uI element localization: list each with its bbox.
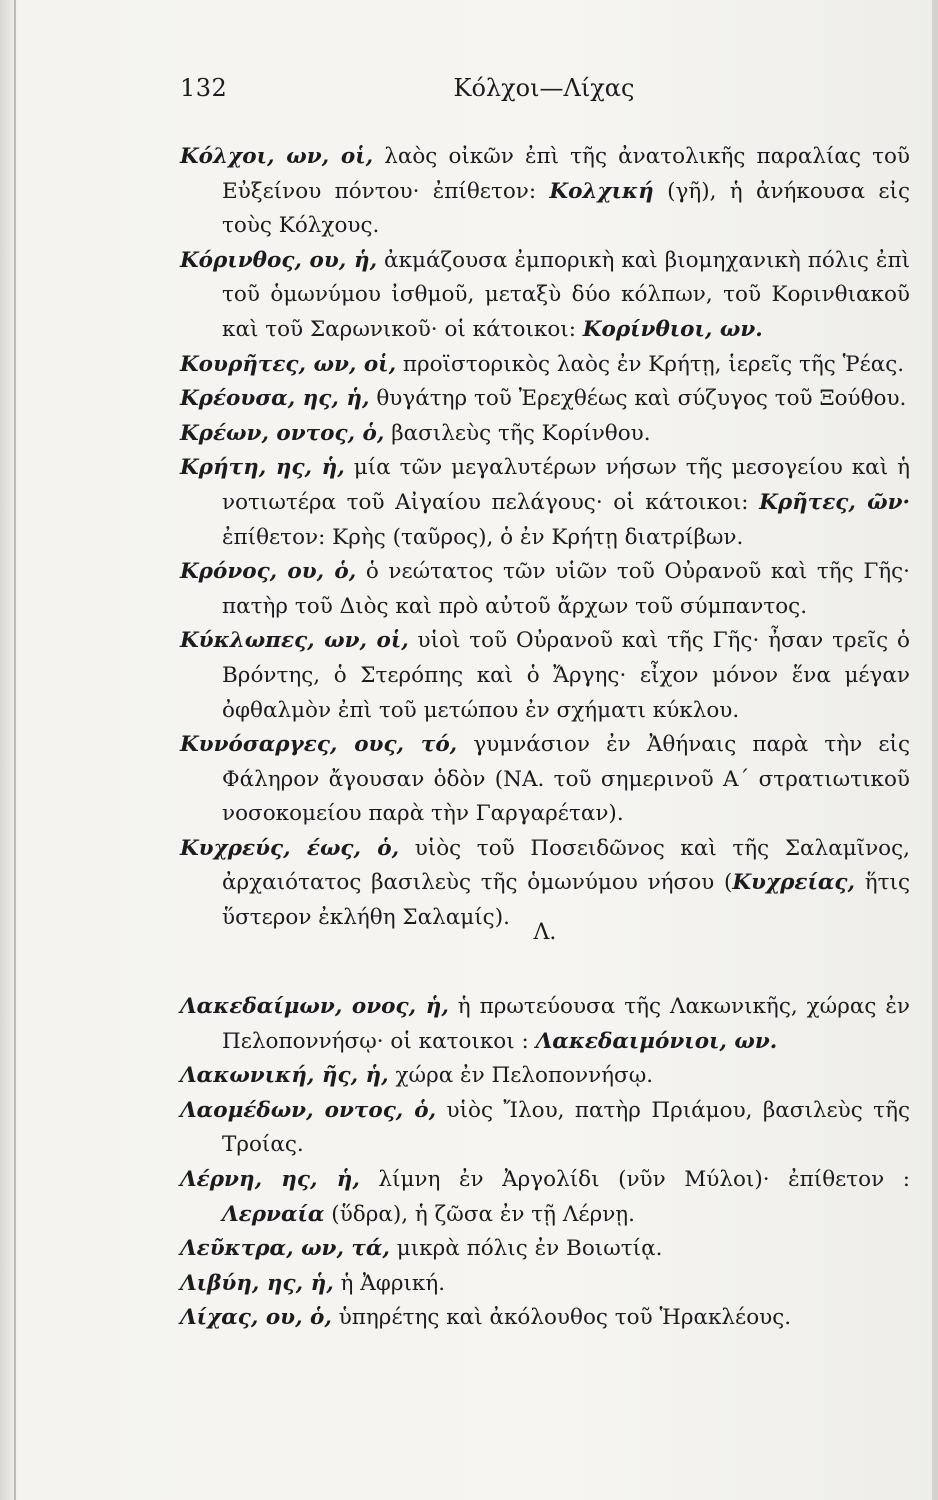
entry-text: λίμνη ἐν Ἀργολίδι (νῦν Μύλοι)· ἐπίθετον : bbox=[359, 1166, 910, 1192]
entry-headword: Κόρινθος, ου, ἡ, bbox=[180, 247, 378, 273]
dictionary-entry bbox=[180, 140, 910, 244]
dictionary-entry bbox=[180, 1301, 910, 1336]
dictionary-entry bbox=[180, 382, 910, 417]
dictionary-entry bbox=[180, 1267, 910, 1302]
dictionary-entry bbox=[180, 1059, 910, 1094]
entry-headword: Κυχρεύς, έως, ὁ, bbox=[180, 835, 400, 861]
entry-text: θυγάτηρ τοῦ Ἐρεχθέως καὶ σύζυγος τοῦ Ξούθου. bbox=[369, 386, 907, 412]
entry-text: υἱοὶ τοῦ Οὐρανοῦ καὶ τῆς Γῆς· ἦσαν τρεῖς ὁ Βρόντης, ὁ Στερόπης καὶ ὁ Ἄργης· εἶχον μόνον ἕνα μέγαν ὀφθαλμὸν ἐπὶ τοῦ μετώπου ἐν σχήματι κύκλου. bbox=[222, 628, 910, 723]
dictionary-entry bbox=[180, 348, 910, 383]
entry-text: ἐπίθετον: Κρὴς (ταῦρος), ὁ ἐν Κρήτῃ διατρίβων. bbox=[222, 524, 744, 550]
entry-term: Κολχική bbox=[549, 178, 654, 204]
entry-text: βασιλεὺς τῆς Κορίνθου. bbox=[384, 420, 651, 446]
entry-headword: Κυνόσαργες, ους, τό, bbox=[180, 732, 458, 758]
entry-term: Κρῆτες, ῶν· bbox=[759, 489, 910, 515]
entry-text: (ὕδρα), ἡ ζῶσα ἐν τῇ Λέρνῃ. bbox=[324, 1201, 635, 1227]
dictionary-entry bbox=[180, 1094, 910, 1163]
page-spine-shadow bbox=[14, 0, 16, 1500]
entry-term: Λακεδαιμόνιοι, ων. bbox=[535, 1028, 778, 1054]
page-edge bbox=[932, 0, 938, 1500]
entry-text: ὁ νεώτατος τῶν υἱῶν τοῦ Οὐρανοῦ καὶ τῆς Γῆς· πατὴρ τοῦ Διὸς καὶ πρὸ αὐτοῦ ἄρχων τοῦ σύμπαντος. bbox=[222, 559, 910, 619]
entry-text: υἱὸς Ἴλου, πατὴρ Πριάμου, βασιλεὺς τῆς Τροίας. bbox=[222, 1097, 910, 1158]
dictionary-entry bbox=[180, 244, 910, 348]
entry-headword: Λίχας, ου, ὁ, bbox=[180, 1305, 332, 1331]
entry-headword: Λακωνική, ῆς, ἡ, bbox=[180, 1063, 389, 1089]
entry-headword: Λαομέδων, οντος, ὁ, bbox=[180, 1097, 437, 1123]
dictionary-entry bbox=[180, 624, 910, 728]
entry-headword: Λακεδαίμων, ονος, ἡ, bbox=[180, 994, 449, 1019]
entries-section-kappa bbox=[180, 140, 910, 936]
entry-text: ἡ Ἀφρική. bbox=[333, 1270, 446, 1296]
entry-text: (γῆ), ἡ ἀνήκουσα εἰς τοὺς Κόλχους. bbox=[222, 178, 910, 239]
dictionary-entry bbox=[180, 728, 910, 832]
page-number: 132 bbox=[180, 74, 228, 102]
entry-term: Λερναία bbox=[222, 1201, 325, 1227]
entry-text: μία τῶν μεγαλυτέρων νήσων τῆς μεσογείου καὶ ἡ νοτιωτέρα τοῦ Αἰγαίου πελάγους· οἱ κάτοικοι: bbox=[222, 455, 910, 515]
entry-text: μικρὰ πόλις ἐν Βοιωτίᾳ. bbox=[389, 1236, 663, 1262]
entry-headword: Κρήτη, ης, ἡ, bbox=[180, 455, 345, 481]
section-letter: Λ. bbox=[533, 920, 557, 945]
entry-headword: Κουρῆτες, ων, οἱ, bbox=[180, 351, 397, 377]
entry-term: Κυχρείας, bbox=[732, 870, 856, 896]
dictionary-entry bbox=[180, 1163, 910, 1232]
dictionary-entry bbox=[180, 417, 910, 452]
entry-headword: Κόλχοι, ων, οἱ, bbox=[180, 144, 374, 169]
entry-text: χώρα ἐν Πελοποννήσῳ. bbox=[388, 1063, 654, 1089]
entry-text: ἀκμάζουσα ἐμπορικὴ καὶ βιομηχανικὴ πόλις ἐπὶ τοῦ ὁμωνύμου ἰσθμοῦ, μεταξὺ δύο κόλπων, τοῦ Κορινθιακοῦ καὶ τοῦ Σαρωνικοῦ· οἱ κάτοικοι: bbox=[222, 247, 911, 342]
entry-headword: Κρέουσα, ης, ἡ, bbox=[180, 386, 370, 412]
dictionary-entry bbox=[180, 555, 910, 624]
entry-text: ἡ πρωτεύουσα τῆς Λακωνικῆς, χώρας ἐν Πελοποννήσῳ· οἱ κατοικοι : bbox=[222, 994, 910, 1054]
entry-headword: Λέρνη, ης, ἡ, bbox=[180, 1166, 360, 1192]
entry-term: Κορίνθιοι, ων. bbox=[582, 316, 763, 342]
entry-headword: Λεῦκτρα, ων, τά, bbox=[180, 1236, 390, 1262]
dictionary-entry bbox=[180, 451, 910, 555]
entry-text: γυμνάσιον ἐν Ἀθήναις παρὰ τὴν εἰς Φάληρον ἄγουσαν ὁδὸν (ΝΑ. τοῦ σημερινοῦ Α΄ στρατιωτικοῦ νοσοκομείου παρὰ τὴν Γαργαρέταν). bbox=[222, 732, 911, 827]
entry-text: ὑπηρέτης καὶ ἀκόλουθος τοῦ Ἡρακλέους. bbox=[331, 1305, 792, 1331]
entry-text: υἱὸς τοῦ Ποσειδῶνος καὶ τῆς Σαλαμῖνος, ἀρχαιότατος βασιλεὺς τῆς ὁμωνύμου νήσου ( bbox=[222, 835, 910, 896]
entry-text: προϊστορικὸς λαὸς ἐν Κρήτῃ, ἱερεῖς τῆς Ῥέας. bbox=[396, 351, 905, 377]
page-header bbox=[180, 74, 908, 114]
entry-headword: Κύκλωπες, ων, οἱ, bbox=[180, 628, 409, 654]
running-title: Κόλχοι—Λίχας bbox=[453, 74, 635, 102]
entries-section-lambda bbox=[180, 990, 910, 1336]
entry-headword: Κρόνος, ου, ὁ, bbox=[180, 559, 357, 585]
entry-text: ἥτις ὕστερον ἐκλήθη Σαλαμίς). bbox=[222, 870, 910, 931]
entry-headword: Κρέων, οντος, ὁ, bbox=[180, 420, 385, 446]
dictionary-entry bbox=[180, 990, 910, 1059]
entry-headword: Λιβύη, ης, ἡ, bbox=[180, 1270, 334, 1296]
dictionary-entry bbox=[180, 1232, 910, 1267]
entry-text: λαὸς οἰκῶν ἐπὶ τῆς ἀνατολικῆς παραλίας τοῦ Εὐξείνου πόντου· ἐπίθετον: bbox=[222, 144, 910, 204]
